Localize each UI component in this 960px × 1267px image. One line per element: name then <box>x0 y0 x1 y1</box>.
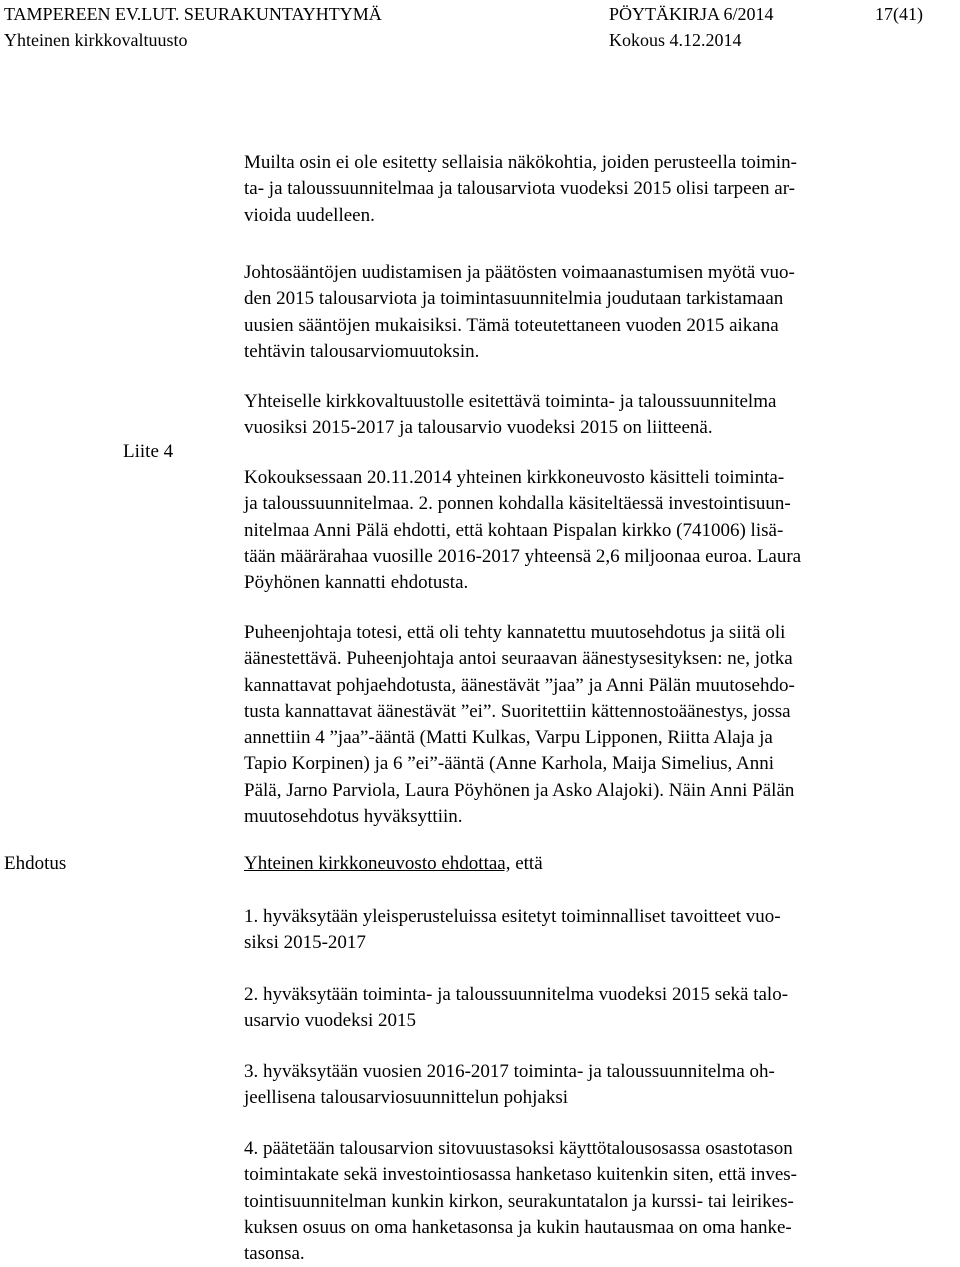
text-line: annettiin 4 ”jaa”-ääntä (Matti Kulkas, Varpu Lipponen, Riitta Alaja ja <box>244 727 773 749</box>
text-line: 3. hyväksytään vuosien 2016-2017 toiminta- ja taloussuunnitelma oh- <box>244 1061 775 1082</box>
proposal-intro-underlined: Yhteinen kirkkoneuvosto ehdottaa, <box>244 853 511 874</box>
text-line: Puheenjohtaja totesi, että oli tehty kannatettu muutosehdotus ja siitä oli <box>244 622 786 643</box>
text-line: kannattavat pohjaehdotusta, äänestävät ”jaa” ja Anni Pälän muutosehdo- <box>244 674 795 696</box>
proposal-item-3 <box>244 1059 894 1112</box>
header-page-number: 17(41) <box>875 4 923 24</box>
paragraph-bylaws-renewal <box>244 260 894 365</box>
text-line: uusien sääntöjen mukaisiksi. Tämä toteutettaneen vuoden 2015 aikana <box>244 314 779 336</box>
paragraph-other-aspects <box>244 150 894 229</box>
text-line: Kokouksessaan 20.11.2014 yhteinen kirkkoneuvosto käsitteli toiminta- <box>244 467 785 488</box>
header-organization: TAMPEREEN EV.LUT. SEURAKUNTAYHTYMÄ <box>4 4 382 24</box>
text-line: toimintakate sekä investointiosassa hanketaso kuitenkin siten, että inves- <box>244 1164 797 1186</box>
text-line: 1. hyväksytään yleisperusteluissa esitetyt toiminnalliset tavoitteet vuo- <box>244 906 781 927</box>
text-line: vuosiksi 2015-2017 ja talousarvio vuodeksi 2015 on liitteenä. <box>244 417 713 439</box>
text-line: tään määrärahaa vuosille 2016-2017 yhteensä 2,6 miljoonaa euroa. Laura <box>244 545 802 567</box>
text-line: usarvio vuodeksi 2015 <box>244 1010 417 1032</box>
proposal-label: Ehdotus <box>4 853 67 874</box>
text-line: 4. päätetään talousarvion sitovuustasoksi käyttötalousosassa osastotason <box>244 1138 793 1159</box>
header-meeting-date: Kokous 4.12.2014 <box>609 30 742 50</box>
text-line: 2. hyväksytään toiminta- ja taloussuunnitelma vuodeksi 2015 sekä talo- <box>244 984 789 1005</box>
text-line: nitelmaa Anni Pälä ehdotti, että kohtaan Pispalan kirkko (741006) lisä- <box>244 519 784 541</box>
text-line: tehtävin talousarviomuutoksin. <box>244 340 480 362</box>
proposal-item-2 <box>244 982 894 1035</box>
text-line: siksi 2015-2017 <box>244 932 366 954</box>
paragraph-attached-plan <box>244 389 894 442</box>
text-line: muutosehdotus hyväksyttiin. <box>244 806 463 828</box>
text-line: Pälä, Jarno Parviola, Laura Pöyhönen ja Asko Alajoki). Näin Anni Pälän <box>244 779 795 801</box>
attachment-label: Liite 4 <box>123 441 174 462</box>
text-line: tusta kannattavat äänestävät ”ei”. Suoritettiin kättennostoäänestys, jossa <box>244 700 791 722</box>
text-line: den 2015 talousarviota ja toimintasuunnitelmia joudutaan tarkistamaan <box>244 288 784 310</box>
text-line: Tapio Korpinen) ja 6 ”ei”-ääntä (Anne Karhola, Maija Simelius, Anni <box>244 753 774 775</box>
paragraph-council-meeting <box>244 465 894 596</box>
proposal-item-4 <box>244 1136 894 1267</box>
text-line: tointisuunnitelman kunkin kirkon, seurakuntatalon ja kurssi- tai leirikes- <box>244 1190 794 1212</box>
proposal-intro <box>244 851 894 877</box>
text-line: äänestettävä. Puheenjohtaja antoi seuraavan äänestysesityksen: ne, jotka <box>244 648 793 670</box>
text-line: ja taloussuunnitelmaa. 2. ponnen kohdalla käsiteltäessä investointisuun- <box>244 493 791 515</box>
text-line: Johtosääntöjen uudistamisen ja päätösten voimaanastumisen myötä vuo- <box>244 262 795 283</box>
header-body-name: Yhteinen kirkkovaltuusto <box>4 30 188 50</box>
text-line: ta- ja taloussuunnitelmaa ja talousarviota vuodeksi 2015 olisi tarpeen ar- <box>244 178 795 200</box>
text-line: jeellisena talousarviosuunnittelun pohjaksi <box>244 1087 568 1109</box>
text-line: Pöyhönen kannatti ehdotusta. <box>244 572 469 594</box>
text-line: Yhteiselle kirkkovaltuustolle esitettävä toiminta- ja taloussuunnitelma <box>244 391 777 412</box>
text-line <box>244 851 894 877</box>
paragraph-vote <box>244 620 894 830</box>
text-line: kuksen osuus on oma hanketasonsa ja kukin hautausmaa on oma hanke- <box>244 1216 792 1238</box>
header-doc-type: PÖYTÄKIRJA 6/2014 <box>609 4 774 24</box>
text-line: tasonsa. <box>244 1243 305 1265</box>
proposal-item-1 <box>244 904 894 957</box>
proposal-intro-rest: että <box>510 853 543 874</box>
text-line: vioida uudelleen. <box>244 204 375 226</box>
text-line: Muilta osin ei ole esitetty sellaisia näkökohtia, joiden perusteella toimin- <box>244 152 797 173</box>
